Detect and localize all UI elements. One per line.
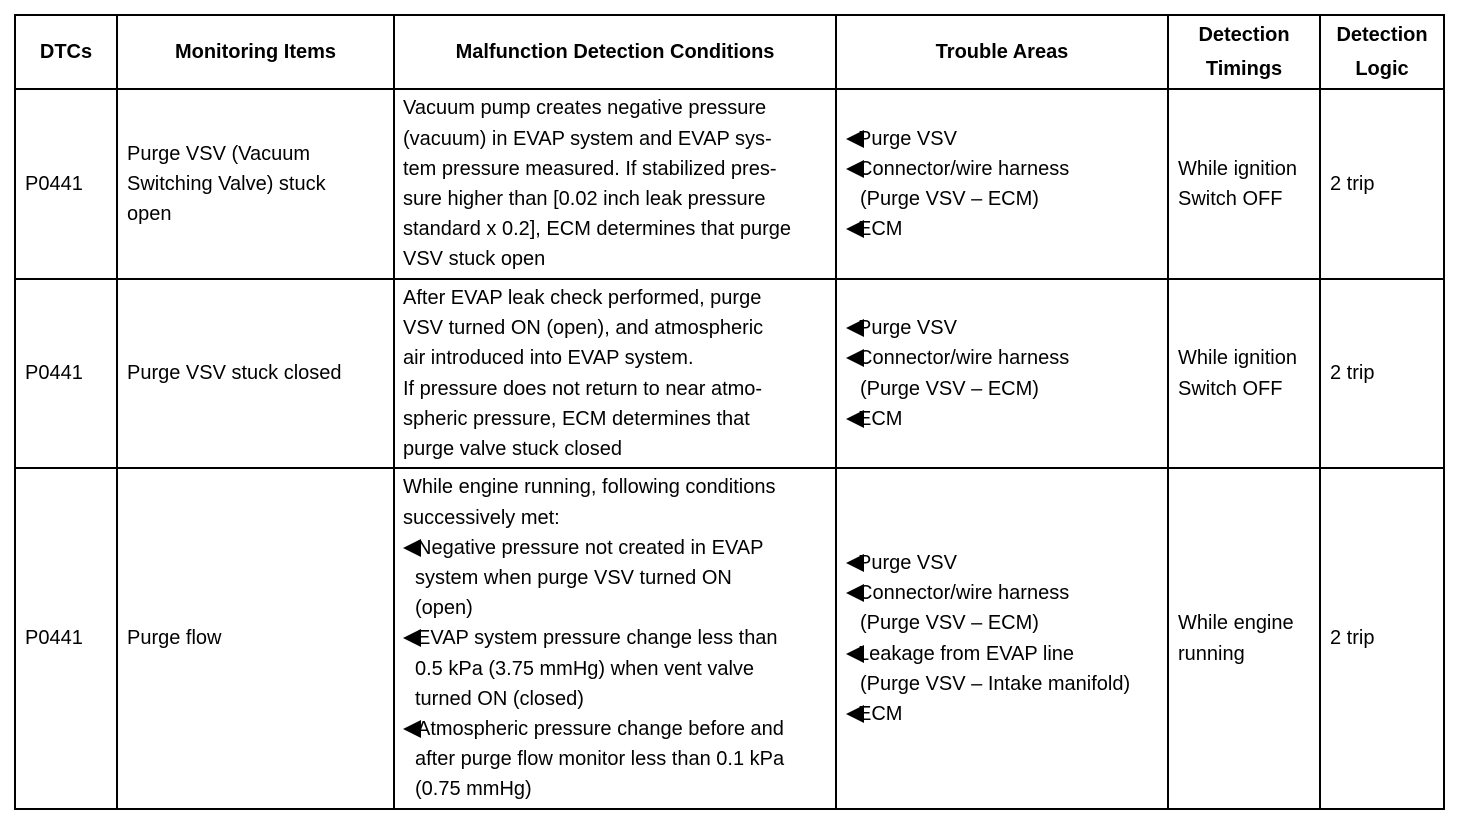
trouble-area-item: [846, 548, 1158, 578]
dtc-code: P0441: [15, 279, 117, 468]
trouble-area-item: [846, 699, 1158, 729]
trouble-area-list: [846, 548, 1158, 729]
monitoring-item: Purge flow: [117, 468, 394, 809]
trouble-area-text: (Purge VSV – Intake manifold): [860, 672, 1131, 695]
header-row: [15, 15, 1444, 89]
trouble-area-text: (Purge VSV – ECM): [860, 188, 1039, 210]
timing-line: Switch OFF: [1178, 377, 1283, 400]
condition-line: purge valve stuck closed: [403, 437, 623, 460]
header-trouble-areas: Trouble Areas: [836, 15, 1168, 89]
monitoring-item: Purge VSV stuck closed: [117, 279, 394, 468]
condition-intro: While engine running, following conditions: [403, 476, 776, 499]
trouble-area-text: Connector/wire harness: [858, 347, 1070, 370]
trouble-area-text: Purge VSV: [858, 317, 957, 340]
header-conditions: Malfunction Detection Conditions: [394, 15, 836, 89]
dtc-table: [14, 14, 1445, 810]
trouble-area-text: ECM: [858, 407, 903, 430]
condition-text: turned ON (closed): [415, 687, 584, 710]
condition-text: (0.75 mmHg): [415, 778, 532, 801]
dtc-table-container: [14, 14, 1445, 810]
condition-item: [403, 623, 827, 714]
trouble-area-item: [846, 124, 1158, 154]
condition-text: 0.5 kPa (3.75 mmHg) when vent valve: [415, 657, 755, 680]
table-row: [15, 279, 1444, 468]
condition-text: Atmospheric pressure change before and: [417, 718, 784, 740]
header-detection-timings: [1168, 15, 1320, 89]
timing-line: Switch OFF: [1178, 188, 1283, 210]
monitoring-line: Switching Valve) stuck: [127, 172, 326, 195]
trouble-area-item: [846, 578, 1158, 638]
dtc-code: P0441: [15, 89, 117, 279]
trouble-area-item: [846, 404, 1158, 434]
header-logic-line1: Detection: [1336, 24, 1428, 46]
condition-line: Vacuum pump creates negative pressure: [403, 97, 767, 120]
detection-conditions: [394, 279, 836, 468]
condition-item: [403, 714, 827, 805]
condition-text: after purge flow monitor less than 0.1 kPa: [415, 748, 785, 771]
detection-conditions: [394, 468, 836, 809]
condition-line: sure higher than [0.02 inch leak pressure: [403, 188, 766, 210]
trouble-area-text: Purge VSV: [858, 127, 957, 150]
detection-logic: 2 trip: [1320, 279, 1444, 468]
trouble-area-text: ECM: [858, 218, 903, 241]
timing-line: While ignition: [1178, 157, 1297, 180]
condition-line: (vacuum) in EVAP system and EVAP sys-: [403, 127, 772, 150]
detection-conditions: [394, 89, 836, 279]
header-timings-line1: Detection: [1198, 24, 1290, 46]
detection-logic: 2 trip: [1320, 468, 1444, 809]
table-row: [15, 89, 1444, 279]
trouble-area-item: [846, 639, 1158, 699]
condition-line: If pressure does not return to near atmo-: [403, 377, 763, 400]
condition-text: system when purge VSV turned ON: [415, 566, 732, 589]
monitoring-line: Purge VSV (Vacuum: [127, 142, 311, 165]
condition-line: spheric pressure, ECM determines that: [403, 407, 750, 430]
header-dtcs: DTCs: [15, 15, 117, 89]
dtc-code: P0441: [15, 468, 117, 809]
trouble-area-text: ECM: [858, 702, 903, 725]
condition-text: Negative pressure not created in EVAP: [417, 536, 764, 559]
trouble-area-text: Connector/wire harness: [858, 582, 1070, 605]
trouble-areas: [836, 468, 1168, 809]
condition-text: EVAP system pressure change less than: [417, 627, 778, 650]
timing-line: While engine: [1178, 612, 1294, 635]
condition-list: [403, 533, 827, 805]
trouble-area-list: [846, 124, 1158, 245]
timing-line: running: [1178, 642, 1245, 665]
trouble-area-text: Purge VSV: [858, 551, 957, 574]
trouble-area-item: [846, 214, 1158, 244]
condition-text: (open): [415, 597, 473, 620]
table-row: [15, 468, 1444, 809]
monitoring-line: open: [127, 203, 172, 226]
trouble-area-item: [846, 343, 1158, 403]
trouble-area-item: [846, 313, 1158, 343]
trouble-area-list: [846, 313, 1158, 434]
condition-line: air introduced into EVAP system.: [403, 347, 694, 370]
condition-line: VSV stuck open: [403, 248, 546, 271]
header-monitoring-items: Monitoring Items: [117, 15, 394, 89]
trouble-area-text: (Purge VSV – ECM): [860, 612, 1039, 635]
header-timings-line2: Timings: [1205, 58, 1283, 80]
condition-line: After EVAP leak check performed, purge: [403, 286, 762, 309]
detection-timing: [1168, 89, 1320, 279]
condition-intro: successively met:: [403, 506, 560, 529]
condition-line: standard x 0.2], ECM determines that purge: [403, 218, 791, 241]
trouble-areas: [836, 279, 1168, 468]
monitoring-item: [117, 89, 394, 279]
trouble-area-text: (Purge VSV – ECM): [860, 377, 1039, 400]
header-detection-logic: [1320, 15, 1444, 89]
condition-line: tem pressure measured. If stabilized pres-: [403, 157, 777, 180]
detection-timing: [1168, 279, 1320, 468]
detection-timing: [1168, 468, 1320, 809]
condition-line: VSV turned ON (open), and atmospheric: [403, 317, 764, 340]
trouble-areas: [836, 89, 1168, 279]
trouble-area-text: Leakage from EVAP line: [858, 642, 1075, 665]
timing-line: While ignition: [1178, 347, 1297, 370]
trouble-area-item: [846, 154, 1158, 214]
condition-item: [403, 533, 827, 624]
header-logic-line2: Logic: [1355, 58, 1409, 80]
trouble-area-text: Connector/wire harness: [858, 157, 1070, 180]
detection-logic: 2 trip: [1320, 89, 1444, 279]
